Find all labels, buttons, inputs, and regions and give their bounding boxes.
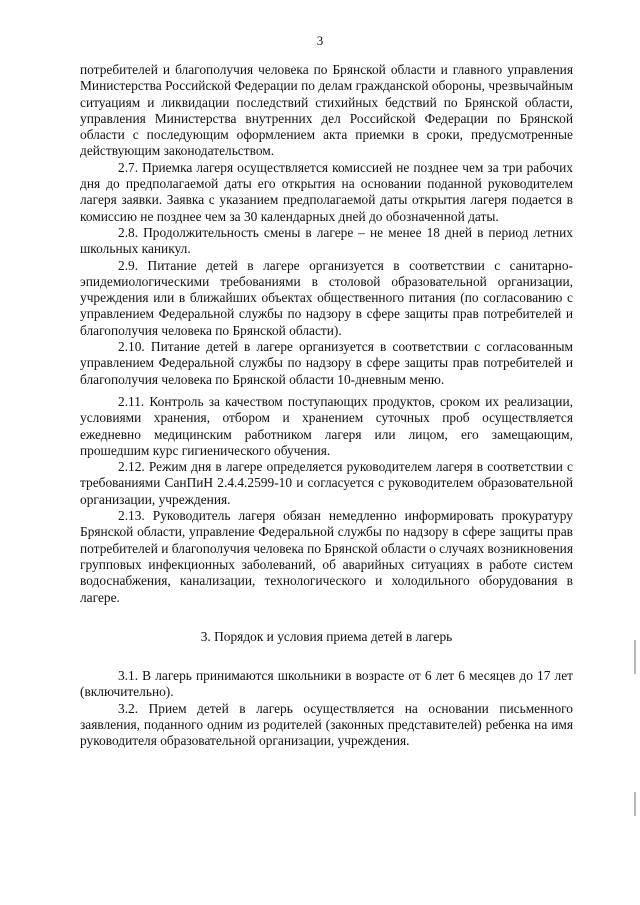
- paragraph-2-10: 2.10. Питание детей в лагере организуется в соответствии с согласованным управлением Федеральной службы по надзору в сфере защиты прав потребителей и благополучия человека по Брянской области 10-дневным меню.: [80, 339, 573, 387]
- paragraph-2-7: 2.7. Приемка лагеря осуществляется комиссией не позднее чем за три рабочих дня до предполагаемой даты его открытия на основании поданной руководителем лагеря заявки. Заявка с указанием предполагаемой даты открытия лагеря подается в комиссию не позднее чем за 30 календарных дней до обозначенной даты.: [80, 159, 573, 224]
- paragraph-2-8: 2.8. Продолжительность смены в лагере – не менее 18 дней в период летних школьных каникул.: [80, 224, 573, 257]
- document-body: [80, 62, 573, 750]
- page-number: 3: [316, 33, 324, 48]
- scan-edge-mark: [634, 792, 636, 816]
- scan-edge-mark: [634, 640, 636, 674]
- paragraph-2-9: 2.9. Питание детей в лагере организуется в соответствии с санитарно-эпидемиологическими требованиями в столовой образовательной организации, учреждения или в ближайших объектах общественного питания (по согласованию с управлением Федеральной службы по надзору в сфере защиты прав потребителей и благополучия человека по Брянской области).: [80, 257, 573, 338]
- paragraph-continuation: потребителей и благополучия человека по Брянской области и главного управления Министерства Российской Федерации по делам гражданской обороны, чрезвычайным ситуациям и ликвидации последствий стихийных бедствий по Брянской области, управления Министерства внутренних дел Российской Федерации по Брянской области с последующим оформлением акта приемки в сроки, предусмотренные действующим законодательством.: [80, 62, 573, 159]
- section-heading: 3. Порядок и условия приема детей в лагерь: [200, 628, 453, 644]
- paragraph-2-11: 2.11. Контроль за качеством поступающих продуктов, сроком их реализации, условиями хранения, отбором и хранением суточных проб осуществляется ежедневно медицинским работником лагеря или лицом, его замещающим, прошедшим курс гигиенического обучения.: [80, 393, 573, 458]
- paragraph-2-13: 2.13. Руководитель лагеря обязан немедленно информировать прокуратуру Брянской области, управление Федеральной службы по надзору в сфере защиты прав потребителей и благополучия человека по Брянской области о случаях возникновения групповых инфекционных заболеваний, об аварийных ситуациях в работе систем водоснабжения, канализации, технологического и холодильного оборудования в лагере.: [80, 508, 573, 605]
- paragraph-2-12: 2.12. Режим дня в лагере определяется руководителем лагеря в соответствии с требованиями СанПиН 2.4.4.2599-10 и согласуется с руководителем образовательной организации, учреждения.: [80, 459, 573, 507]
- paragraph-3-2: 3.2. Прием детей в лагерь осуществляется на основании письменного заявления, поданного одним из родителей (законных представителей) ребенка на имя руководителя образовательной организации, учреждения.: [80, 700, 573, 749]
- paragraph-3-1: 3.1. В лагерь принимаются школьники в возрасте от 6 лет 6 месяцев до 17 лет (включительно).: [80, 668, 573, 700]
